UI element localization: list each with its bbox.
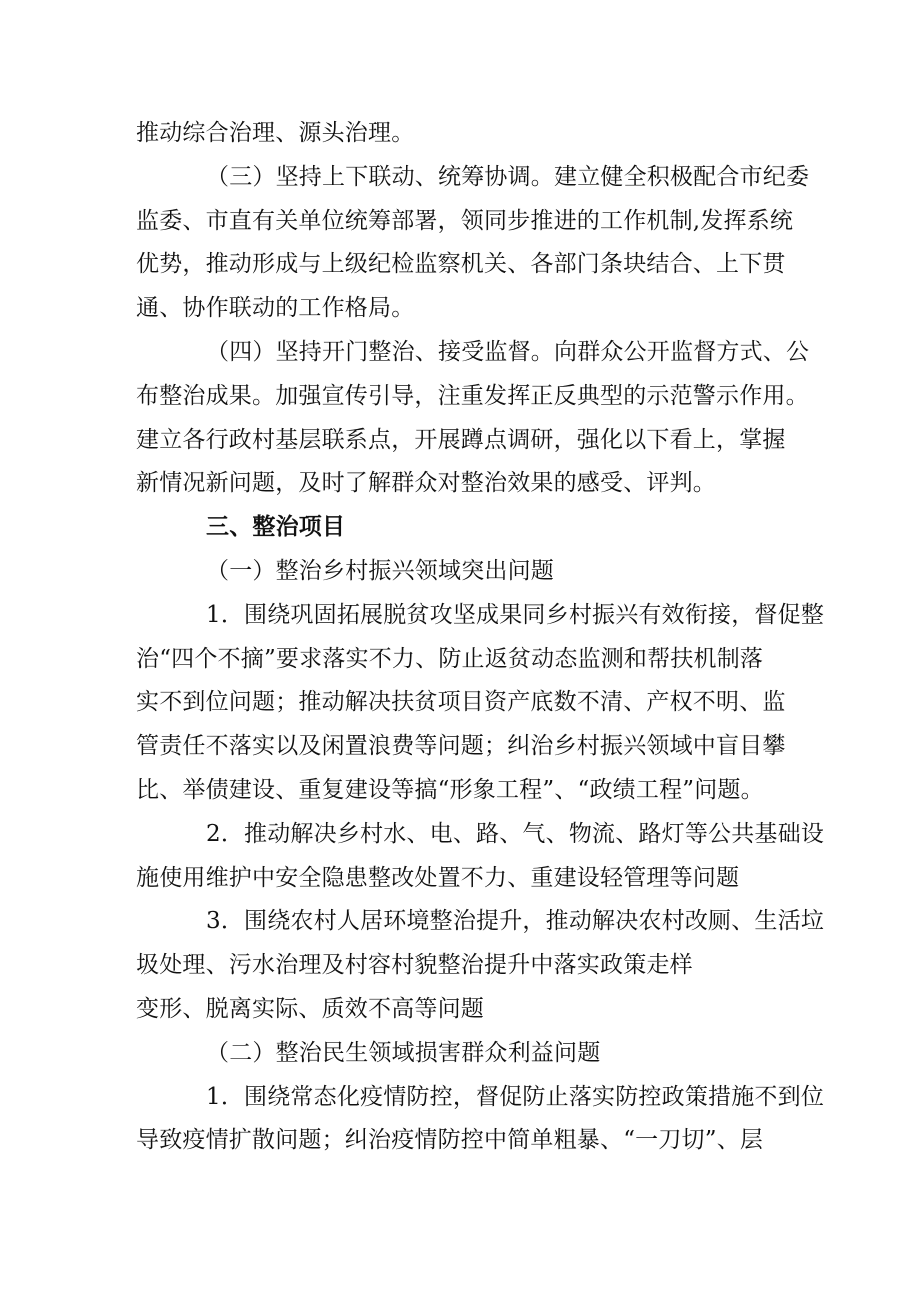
text-line: 实不到位问题；推动解决扶贫项目资产底数不清、产权不明、监	[136, 689, 786, 716]
subsection-heading: （一）整治乡村振兴领域突出问题	[206, 557, 554, 584]
text-line: 通、协作联动的工作格局。	[136, 295, 415, 322]
text-line: 管责任不落实以及闲置浪费等问题；纠治乡村振兴领域中盲目攀	[136, 733, 786, 760]
text-line: 推动综合治理、源头治理。	[136, 120, 415, 146]
text-line: 导致疫情扩散问题；纠治疫情防控中简单粗暴、“一刀切”、层	[136, 1127, 764, 1154]
subsection-heading: （二）整治民生领域损害群众利益问题	[206, 1039, 601, 1066]
text-line: 圾处理、污水治理及村容村貌整治提升中落实政策走样	[136, 952, 693, 979]
text-line: 治“四个不摘”要求落实不力、防止返贫动态监测和帮扶机制落	[136, 645, 764, 672]
text-line: 比、举债建设、重复建设等搞“形象工程”、“政绩工程”问题。	[136, 776, 764, 803]
paragraph-start: 2．推动解决乡村水、电、路、气、物流、路灯等公共基础设	[206, 820, 825, 847]
text-line: 变形、脱离实际、质效不高等问题	[136, 995, 484, 1022]
document-body	[136, 112, 825, 1163]
paragraph-start: （三）坚持上下联动、统筹协调。建立健全积极配合市纪委	[206, 163, 810, 190]
text-line: 布整治成果。加强宣传引导，注重发挥正反典型的示范警示作用。	[136, 382, 809, 409]
text-line: 建立各行政村基层联系点，开展蹲点调研，强化以下看上，掌握	[136, 426, 786, 453]
section-heading: 三、整治项目	[206, 514, 346, 541]
text-line: 施使用维护中安全隐患整改处置不力、重建设轻管理等问题	[136, 864, 740, 891]
paragraph-start: 1．围绕常态化疫情防控，督促防止落实防控政策措施不到位	[206, 1083, 825, 1110]
paragraph-start: 1．围绕巩固拓展脱贫攻坚成果同乡村振兴有效衔接，督促整	[206, 601, 825, 628]
text-line: 监委、市直有关单位统筹部署，领同步推进的工作机制,发挥系统	[136, 207, 794, 234]
paragraph-start: （四）坚持开门整治、接受监督。向群众公开监督方式、公	[206, 338, 810, 365]
paragraph-start: 3．围绕农村人居环境整治提升，推动解决农村改厕、生活垃	[206, 908, 825, 935]
text-line: 新情况新问题，及时了解群众对整治效果的感受、评判。	[136, 470, 716, 497]
text-line: 优势，推动形成与上级纪检监察机关、各部门条块结合、上下贯	[136, 251, 786, 278]
